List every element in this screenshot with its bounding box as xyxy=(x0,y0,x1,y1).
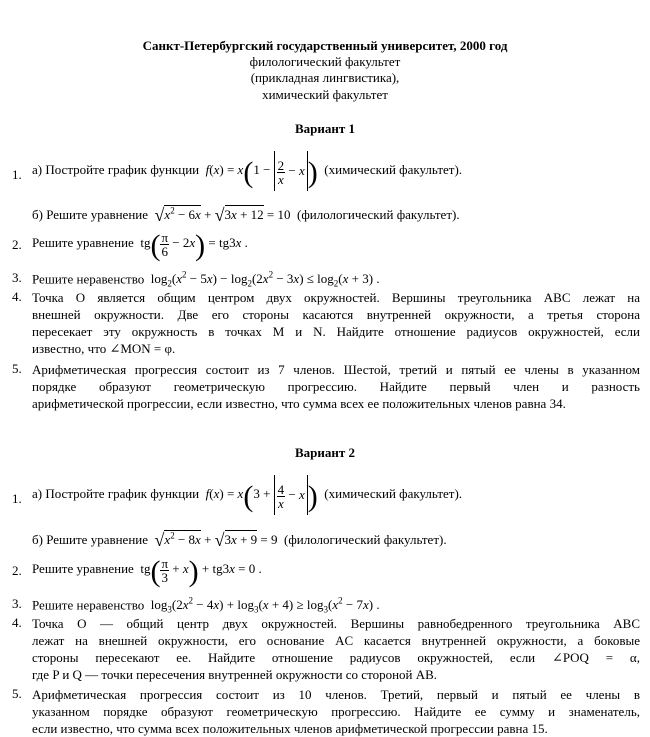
problem-number: 2. xyxy=(12,563,22,578)
v2-problem-4-line-3: стороны пересекают ее. Найдите отношение радиусов окружностей, если ∠POQ = α, xyxy=(32,650,640,665)
v2-problem-3 xyxy=(32,596,380,615)
v1-problem-2 xyxy=(32,223,248,263)
variant-1-heading: Вариант 1 xyxy=(294,121,356,136)
v1-p1a-formula: f(x) = x(1 − $\frac{2}{x}$ − x ) xyxy=(206,162,318,177)
v1-p1b-formula: $√x^2 - 6x + √3x + 12 = 10$ xyxy=(154,205,291,225)
v2-p1a-label: а) Постройте график функции xyxy=(32,486,200,501)
v2-problem-1b xyxy=(32,530,447,551)
v2-problem-5-line-1: Арифметическая прогрессия состоит из 10 членов. Третий, первый и пятый ее члены в xyxy=(32,687,640,702)
v1-p1a-note: (химический факультет). xyxy=(324,162,463,177)
v2-p2-label: Решите уравнение xyxy=(32,561,134,576)
v2-p3-formula: $\log_3(2x^2 - 4x) + \log_3(x + 4) \ge \log_3(x^2 - 7x)$ . xyxy=(150,596,380,615)
v2-p1b-label: б) Решите уравнение xyxy=(32,532,149,547)
v1-p1a-label: а) Постройте график функции xyxy=(32,162,200,177)
v1-p1b-label: б) Решите уравнение xyxy=(32,207,149,222)
v1-problem-5-line-3: арифметической прогрессии, если известно, что сумма всех ее положительных членов равна 34. xyxy=(32,396,566,411)
v1-problem-3 xyxy=(32,270,380,289)
problem-number: 1. xyxy=(12,167,22,182)
v1-p2-label: Решите уравнение xyxy=(32,235,134,250)
problem-number: 4. xyxy=(12,615,22,630)
problem-number: 3. xyxy=(12,270,22,285)
v2-problem-4-line-4: где P и Q — точки пересечения внутренней окружности со стороной AB. xyxy=(32,667,438,682)
v1-problem-4-line-2: внешней окружности. Две его стороны касаются внутренней окружности, а третья сторона xyxy=(32,307,640,322)
v1-p3-formula: $\log_2(x^2 - 5x) - \log_2(2x^2 - 3x) \le \log_2(x + 3)$ . xyxy=(150,270,380,289)
v2-problem-5-line-2: указанном порядке образуют геометрическую прогрессию. Найдите ее сумму и знаменатель, xyxy=(32,704,640,719)
v2-problem-4-line-2: лежат на внешней окружности, его основание AC касается внутренней окружности, а боковые xyxy=(32,633,640,648)
problem-number: 4. xyxy=(12,289,22,304)
problem-number: 3. xyxy=(12,596,22,611)
v1-problem-5-line-1: Арифметическая прогрессия состоит из 7 членов. Шестой, третий и пятый ее члены в указанном xyxy=(32,362,640,377)
v2-problem-4-line-1: Точка O — общий центр двух окружностей. Вершины равнобедренного треугольника ABC xyxy=(32,616,640,631)
v1-p1b-note: (филологический факультет). xyxy=(297,207,460,222)
v1-problem-1a xyxy=(32,150,462,190)
v1-problem-4-line-4: известно, что ∠MON = φ. xyxy=(32,341,176,356)
header-line-3: химический факультет xyxy=(262,87,388,102)
document-title: Санкт-Петербургский государственный университет, 2000 год xyxy=(142,38,508,53)
v2-problem-5-line-3: если известно, что сумма всех положительных членов арифметической прогрессии равна 15. xyxy=(32,721,548,736)
v2-p1b-formula: $√x^2 - 8x + √3x + 9 = 9$ xyxy=(154,530,278,550)
header-line-1: филологический факультет xyxy=(249,54,401,69)
v2-p2-formula: tg( $\frac{\pi}{3}$ + x) + tg3x = 0 . xyxy=(140,555,262,588)
v2-p1b-note: (филологический факультет). xyxy=(284,532,447,547)
v2-p1a-note: (химический факультет). xyxy=(324,486,463,501)
variant-2-heading: Вариант 2 xyxy=(294,445,356,460)
v1-p2-formula: tg( $\frac{\pi}{6}$ − 2x) = tg3x . xyxy=(140,229,248,262)
problem-number: 1. xyxy=(12,491,22,506)
v2-p1a-formula: f(x) = x(3 + $\frac{4}{x}$ − x ) xyxy=(206,486,318,501)
v1-problem-5-line-2: порядке образуют геометрическую прогрессию. Найдите первый член и разность xyxy=(32,379,640,394)
problem-number: 5. xyxy=(12,686,22,701)
v1-problem-4-line-3: пересекает эту окружность в точках M и N. Найдите отношение радиусов окружностей, если xyxy=(32,324,640,339)
v1-problem-4-line-1: Точка O является общим центром двух окружностей. Вершины треугольника ABC лежат на xyxy=(32,290,640,305)
v1-p3-label: Решите неравенство xyxy=(32,271,145,287)
v2-problem-1a xyxy=(32,474,462,514)
v2-problem-2 xyxy=(32,549,262,589)
problem-number: 2. xyxy=(12,237,22,252)
header-line-2: (прикладная лингвистика), xyxy=(250,70,400,85)
problem-number: 5. xyxy=(12,361,22,376)
v2-p3-label: Решите неравенство xyxy=(32,597,145,613)
